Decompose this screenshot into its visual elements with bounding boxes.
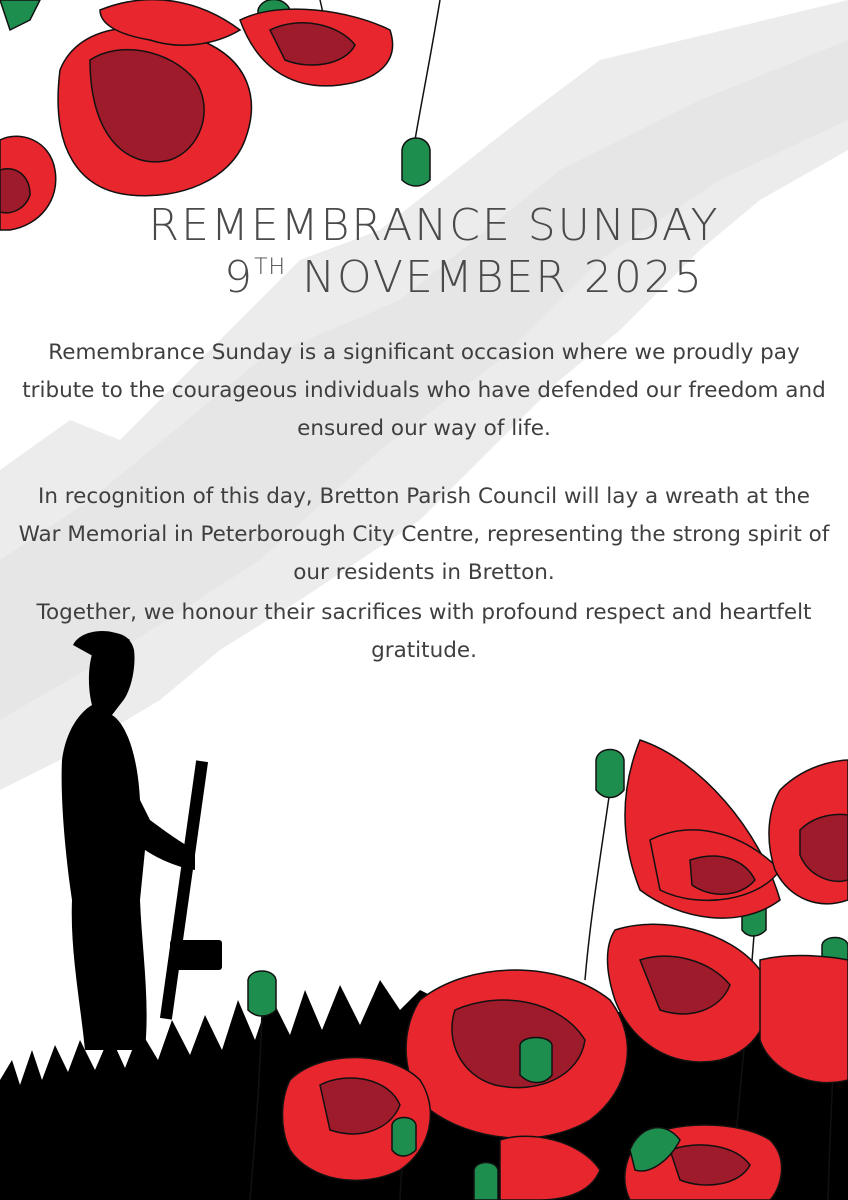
paragraph-wreath: In recognition of this day, Bretton Parish Council will lay a wreath at the War Memorial in Peterborough City Centre, representing the strong spirit of our residents in Bretton. [18, 484, 830, 585]
date-ordinal: TH [254, 255, 287, 280]
title-line-2 [0, 252, 848, 303]
paragraph-intro: Remembrance Sunday is a significant occasion where we proudly pay tribute to the courageous individuals who have defended our freedom and ensured our way of life. [22, 340, 826, 441]
top-poppies [0, 0, 440, 230]
paragraph-honour: Together, we honour their sacrifices with profound respect and heartfelt gratitude. [36, 600, 812, 663]
date-day: 9 [224, 252, 255, 303]
date-month-year: NOVEMBER 2025 [286, 252, 704, 303]
title-line-1: REMEMBRANCE SUNDAY [148, 200, 720, 251]
